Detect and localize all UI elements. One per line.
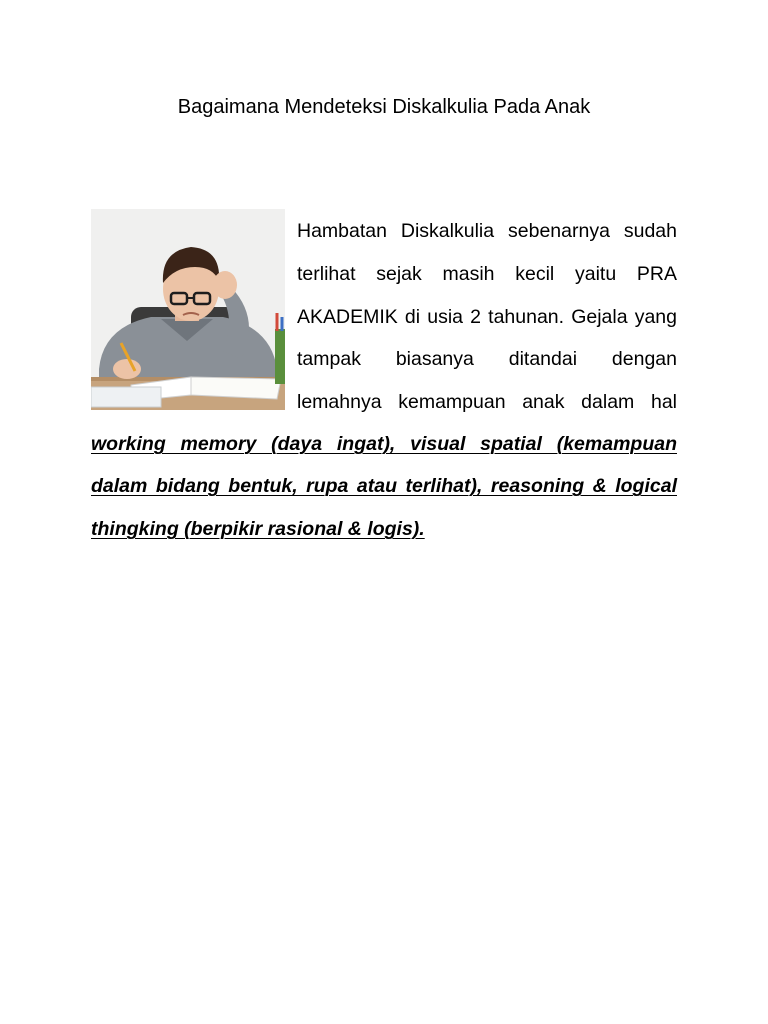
paragraph-line: tampak biasanya ditandai dengan — [297, 348, 677, 370]
emphasis-line: dalam bidang bentuk, rupa atau terlihat), reasoning & logical — [91, 475, 677, 497]
paragraph-line: AKADEMIK di usia 2 tahunan. Gejala yang — [297, 306, 677, 328]
paragraph-line: lemahnya kemampuan anak dalam hal — [297, 391, 677, 413]
paragraph-line: terlihat sejak masih kecil yaitu PRA — [297, 263, 677, 285]
emphasis-line: working memory (daya ingat), visual spatial (kemampuan — [91, 433, 677, 455]
document-title: Bagaimana Mendeteksi Diskalkulia Pada Anak — [177, 96, 591, 118]
paragraph-line: Hambatan Diskalkulia sebenarnya sudah — [297, 220, 677, 242]
emphasis-line: thingking (berpikir rasional & logis). — [91, 518, 425, 540]
boy-studying-photo — [91, 209, 285, 410]
